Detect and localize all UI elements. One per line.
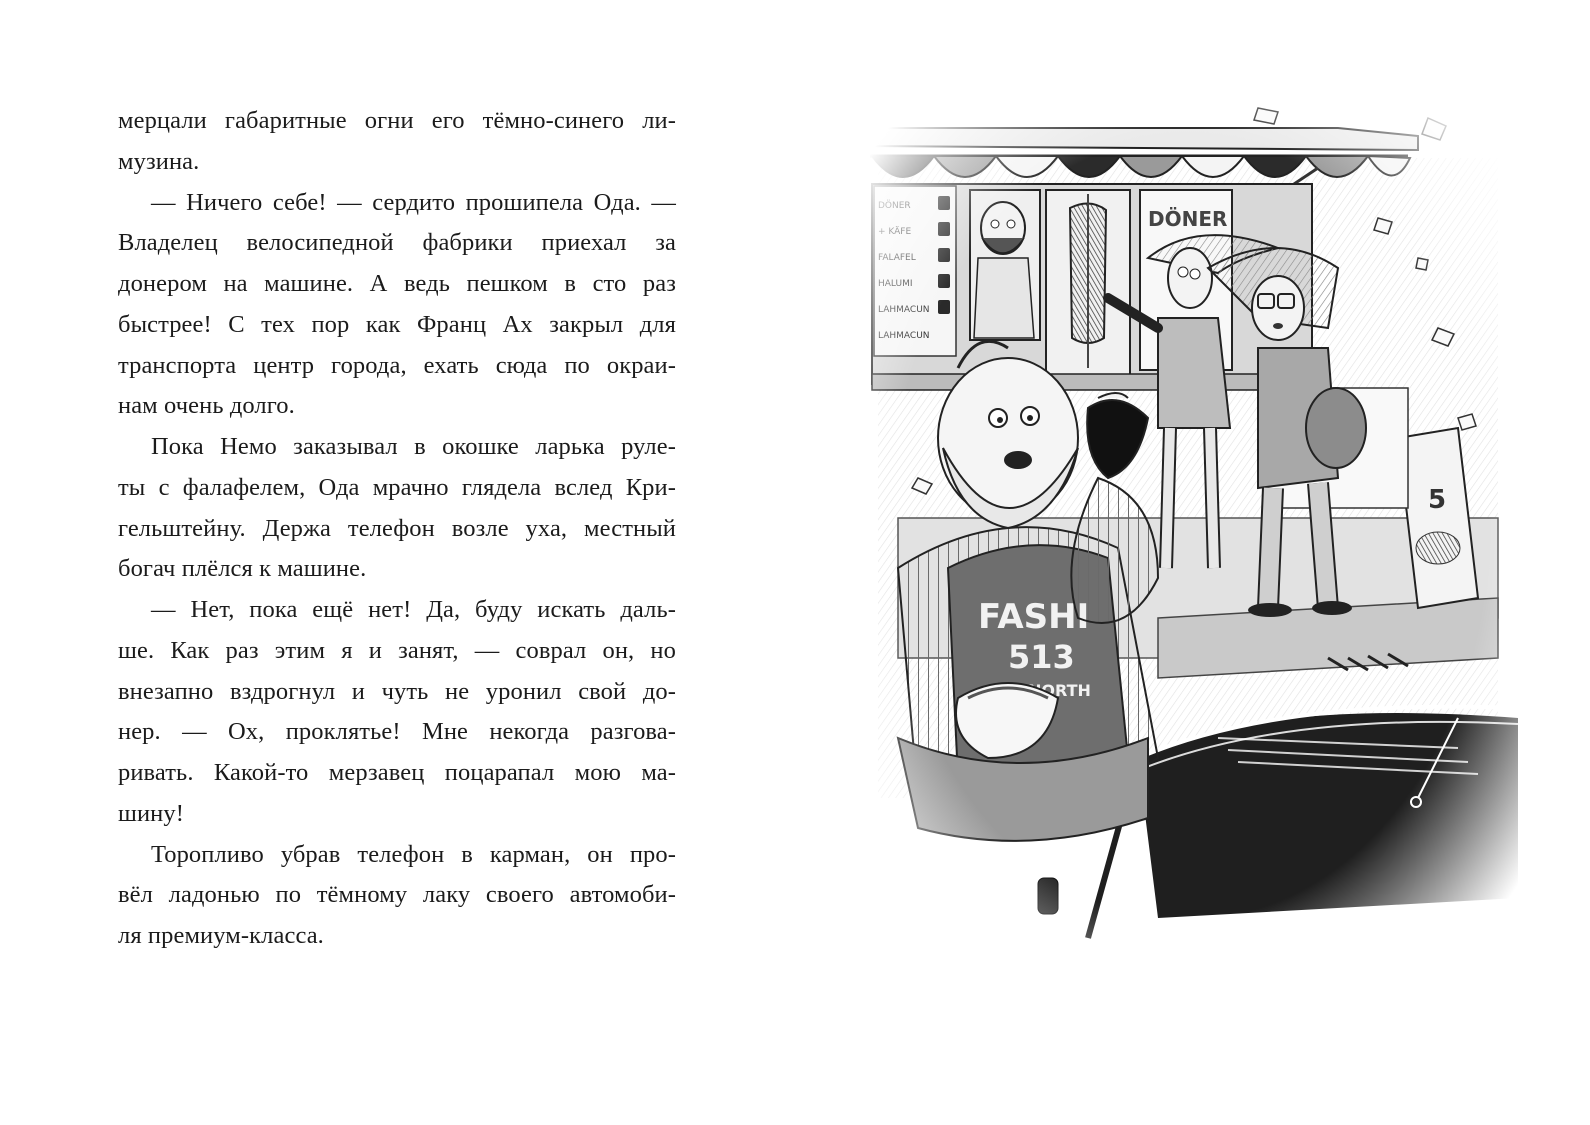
text-line: мерцали габаритные огни его тёмно-синего ли-: [118, 107, 676, 134]
text-line: нер. — Ох, проклятье! Мне некогда разгова-: [118, 718, 676, 746]
text-line: музина.: [118, 147, 200, 175]
text-line: транспорта центр города, ехать сюда по окраи-: [118, 351, 676, 379]
paragraph: [118, 590, 676, 835]
text-line: вёл ладонью по тёмному лаку своего автомоби-: [118, 881, 676, 909]
text-line: — Нет, пока ещё нет! Да, буду искать даль-: [151, 596, 676, 623]
text-line: гельштейну. Держа телефон возле уха, местный: [118, 514, 676, 542]
illustration: [858, 98, 1518, 958]
text-line: нам очень долго.: [118, 392, 295, 420]
text-line: внезапно вздрогнул и чуть не уронил свой до-: [118, 677, 676, 705]
text-line: ше. Как раз этим я и занят, — соврал он, но: [118, 636, 676, 664]
text-line: ты с фалафелем, Ода мрачно глядела вслед Кри-: [118, 473, 676, 501]
doner-stand-sketch: [858, 98, 1518, 958]
text-line: ля премиум-класса.: [118, 922, 324, 949]
text-column: [118, 101, 676, 957]
text-line: богач плёлся к машине.: [118, 555, 367, 583]
text-line: Торопливо убрав телефон в карман, он про-: [151, 840, 676, 868]
text-line: быстрее! С тех пор как Франц Ах закрыл для: [118, 310, 676, 338]
text-line: донером на машине. А ведь пешком в сто раз: [118, 270, 676, 297]
paragraph: [118, 183, 676, 428]
text-line: Пока Немо заказывал в окошке ларька руле-: [151, 433, 676, 460]
paragraph: [118, 835, 676, 957]
text-line: — Ничего себе! — сердито прошипела Ода. —: [151, 188, 676, 216]
text-line: Владелец велосипедной фабрики приехал за: [118, 229, 676, 257]
paragraph: [118, 427, 676, 590]
paragraph: [118, 101, 676, 183]
text-line: шину!: [118, 799, 184, 827]
text-line: ривать. Какой-то мерзавец поцарапал мою ма-: [118, 759, 676, 786]
